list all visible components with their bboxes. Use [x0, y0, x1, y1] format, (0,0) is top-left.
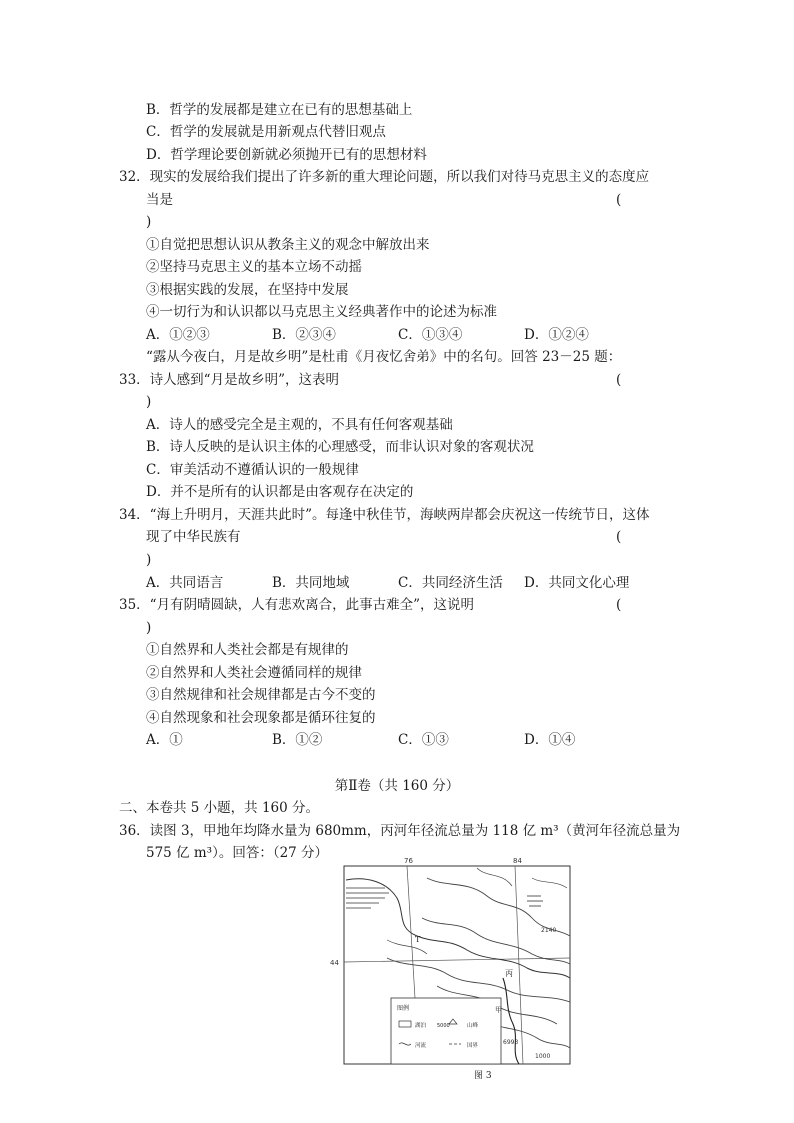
q31-option-b: B．哲学的发展都是建立在已有的思想基础上	[146, 102, 413, 118]
q35-option-c: C．①③	[398, 732, 449, 748]
figure-3-caption: 图 3	[474, 1071, 492, 1081]
q34-option-b: B．共同地域	[272, 575, 350, 591]
q33-option-b: B．诗人反映的是认识主体的心理感受，而非认识对象的客观状况	[146, 439, 534, 455]
q35-item-4: ④自然现象和社会现象都是循环往复的	[146, 710, 376, 726]
legend-peak-value: 5000	[437, 1023, 450, 1029]
q32-stem-line2: 当是	[146, 192, 173, 208]
part2-section-heading: 二、本卷共 5 小题，共 160 分。	[119, 800, 320, 816]
q32-answer-paren-open: (	[616, 192, 622, 208]
q33-stem: 33．诗人感到“月是故乡明”，这表明	[119, 372, 339, 388]
q35-option-b: B．①②	[272, 732, 323, 748]
q33-option-a: A．诗人的感受完全是主观的，不具有任何客观基础	[146, 417, 453, 433]
part2-title: 第Ⅱ卷（共 160 分）	[334, 778, 460, 794]
legend-river: 河流	[415, 1043, 427, 1049]
q33-answer-paren-close: )	[146, 394, 152, 410]
q35-options	[146, 731, 666, 749]
map-label-t: T	[415, 935, 421, 944]
q34-answer-paren-close: )	[146, 552, 152, 568]
map-elevation-1000: 1000	[535, 1053, 551, 1060]
q35-item-1: ①自然界和人类社会都是有规律的	[146, 642, 349, 658]
q35-item-2: ②自然界和人类社会遵循同样的规律	[146, 665, 362, 681]
q34-option-a: A．共同语言	[146, 575, 224, 591]
q34-option-c: C．共同经济生活	[398, 575, 503, 591]
q31-option-c: C．哲学的发展就是用新观点代替旧观点	[146, 124, 386, 140]
map-elevation-6993: 6993	[503, 1039, 519, 1046]
q35-stem: 35．“月有阴晴圆缺，人有悲欢离合，此事古难全”，这说明	[119, 597, 474, 613]
poem-intro: “露从今夜白，月是故乡明”是杜甫《月夜忆舍弟》中的名句。回答 23－25 题：	[146, 349, 622, 365]
map-lat-44: 44	[330, 959, 339, 967]
q33-option-d: D．并不是所有的认识都是由客观存在决定的	[146, 484, 414, 500]
q35-answer-paren-close: )	[146, 620, 152, 636]
q31-option-d: D．哲学理论要创新就必须抛开已有的思想材料	[146, 147, 427, 163]
q32-option-c: C．①③④	[398, 327, 463, 343]
q32-item-3: ③根据实践的发展，在坚持中发展	[146, 282, 349, 298]
q32-option-a: A．①②③	[146, 327, 210, 343]
map-label-bing: 丙	[505, 969, 513, 978]
q32-item-1: ①自觉把思想认识从教条主义的观念中解放出来	[146, 237, 430, 253]
q34-option-d: D．共同文化心理	[524, 575, 630, 591]
map-lon-76: 76	[404, 858, 413, 865]
q35-item-3: ③自然规律和社会规律都是古今不变的	[146, 687, 376, 703]
q34-stem-line2: 现了中华民族有	[146, 529, 241, 545]
q32-options	[146, 326, 666, 344]
q35-option-a: A．①	[146, 732, 183, 748]
q33-option-c: C．审美活动不遵循认识的一般规律	[146, 462, 359, 478]
legend-lake: 湖泊	[415, 1023, 427, 1029]
q36-stem-line1: 36．读图 3，甲地年均降水量为 680mm，丙河年径流总量为 118 亿 m³（黄河年径流总量为	[119, 823, 681, 839]
q34-options	[146, 574, 666, 592]
map-lon-84: 84	[513, 858, 522, 865]
map-elevation-2140: 2140	[541, 927, 557, 934]
map-label-jia: 甲	[495, 1006, 502, 1014]
q32-item-2: ②坚持马克思主义的基本立场不动摇	[146, 259, 362, 275]
q34-stem-line1: 34．“海上升明月，天涯共此时”。每逢中秋佳节，海峡两岸都会庆祝这一传统节日，这体	[119, 507, 650, 523]
q36-stem-line2: 575 亿 m³）。回答：（27 分）	[146, 845, 329, 861]
figure-3-map	[327, 858, 573, 1070]
q34-answer-paren-open: (	[616, 529, 622, 545]
q35-answer-paren-open: (	[616, 597, 622, 613]
legend-title: 图例	[397, 1005, 410, 1012]
legend-border: 国界	[467, 1043, 479, 1049]
legend-peak: 山峰	[467, 1023, 479, 1029]
q32-option-b: B．②③④	[272, 327, 336, 343]
q33-answer-paren-open: (	[616, 372, 622, 388]
q32-item-4: ④一切行为和认识都以马克思主义经典著作中的论述为标准	[146, 304, 497, 320]
q32-option-d: D．①②④	[524, 327, 589, 343]
q32-stem-line1: 32．现实的发展给我们提出了许多新的重大理论问题，所以我们对待马克思主义的态度应	[119, 169, 650, 185]
q35-option-d: D．①④	[524, 732, 576, 748]
q32-answer-paren-close: )	[146, 214, 152, 230]
